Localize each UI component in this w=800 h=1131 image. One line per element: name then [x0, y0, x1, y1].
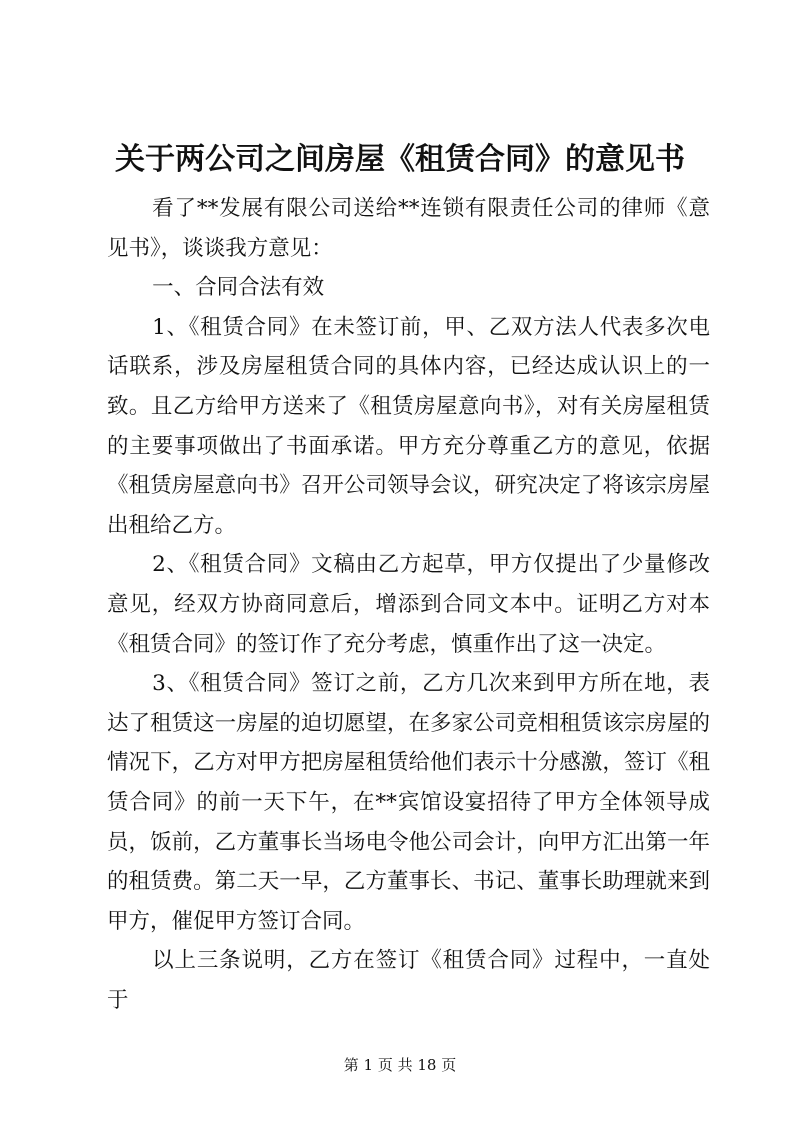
paragraph-conclusion: 以上三条说明，乙方在签订《租赁合同》过程中，一直处于	[107, 948, 710, 1013]
paragraph-point-1: 1、《租赁合同》在未签订前，甲、乙双方法人代表多次电话联系，涉及房屋租赁合同的具体内容，已经达成认识上的一致。且乙方给甲方送来了《租赁房屋意向书》，对有关房屋租赁的主要事项做出了书面承诺。甲方充分尊重乙方的意见，依据《租赁房屋意向书》召开公司领导会议，研究决定了将该宗房屋出租给乙方。	[107, 314, 710, 538]
section-heading-1: 一、合同合法有效	[152, 275, 325, 301]
document-body	[107, 189, 710, 1020]
paragraph-intro: 看了**发展有限公司送给**连锁有限责任公司的律师《意见书》，谈谈我方意见：	[107, 196, 710, 261]
paragraph-point-2: 2、《租赁合同》文稿由乙方起草，甲方仅提出了少量修改意见，经双方协商同意后，增添到合同文本中。证明乙方对本《租赁合同》的签订作了充分考虑，慎重作出了这一决定。	[107, 552, 710, 657]
paragraph-point-3: 3、《租赁合同》签订之前，乙方几次来到甲方所在地，表达了租赁这一房屋的迫切愿望，在多家公司竞相租赁该宗房屋的情况下，乙方对甲方把房屋租赁给他们表示十分感激，签订《租赁合同》的前一天下午，在**宾馆设宴招待了甲方全体领导成员，饭前，乙方董事长当场电令他公司会计，向甲方汇出第一年的租赁费。第二天一早，乙方董事长、书记、董事长助理就来到甲方，催促甲方签订合同。	[107, 671, 710, 934]
page-number-footer: 第 1 页 共 18 页	[343, 1056, 457, 1074]
document-title: 关于两公司之间房屋《租赁合同》的意见书	[115, 142, 685, 177]
